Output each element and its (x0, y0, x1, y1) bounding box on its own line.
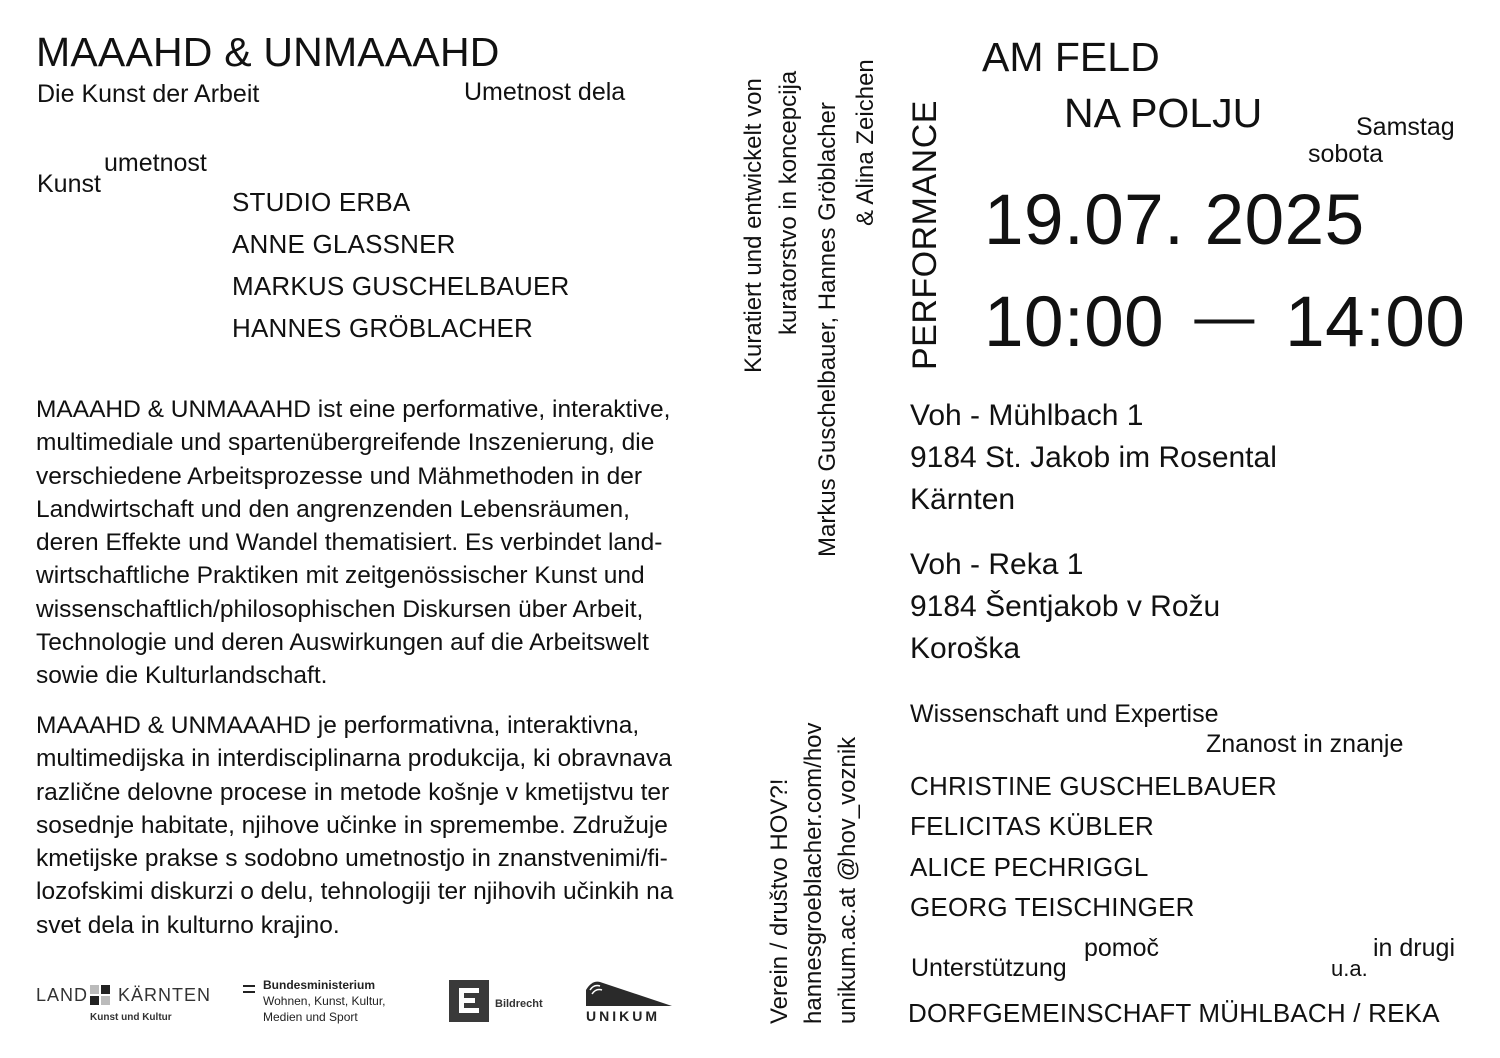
bundesministerium-logo (243, 977, 423, 1027)
location-2-region: Koroška (910, 632, 1021, 665)
event-title-de: AM FELD (982, 34, 1160, 80)
description-line: lozofskimi diskurzi o delu, tehnologiji ter njihovih učinkih na (36, 878, 674, 906)
artist-name: ANNE GLASSNER (232, 229, 456, 259)
performance-label: PERFORMANCE (906, 100, 944, 370)
description-line: MAAAHD & UNMAAAHD ist eine performative, interaktive, (36, 396, 671, 423)
association-website-link[interactable]: hannesgroeblacher.com/hov (800, 722, 827, 1024)
description-line: MAAAHD & UNMAAAHD je performativna, interaktivna, (36, 712, 640, 739)
land-logo-sub: Kunst und Kultur (90, 1012, 172, 1023)
land-logo-right: KÄRNTEN (118, 985, 212, 1005)
event-time (984, 282, 1465, 363)
bildrecht-label: Bildrecht (495, 998, 543, 1010)
support-in-drugi: in drugi (1373, 934, 1455, 962)
unikum-logo (584, 976, 680, 1024)
bm-line-2: Wohnen, Kunst, Kultur, (263, 994, 386, 1008)
artist-name: MARKUS GUSCHELBAUER (232, 271, 570, 301)
description-line: multimedijska in interdisciplinarna produkcija, ki obravnava (36, 745, 672, 773)
description-line: kmetijske prakse s sodobno umetnostjo in znanstvenimi/fi- (36, 845, 668, 873)
event-day-sl: sobota (1308, 140, 1384, 168)
event-time-start: 10:00 (984, 283, 1165, 362)
bm-line-1: Bundesministerium (263, 978, 376, 992)
austria-flag-icon (243, 980, 255, 998)
description-line: Technologie und deren Auswirkungen auf die Arbeitswelt (36, 629, 649, 657)
location-1-region: Kärnten (910, 483, 1016, 516)
event-date: 19.07. 2025 (984, 181, 1365, 260)
artist-name: STUDIO ERBA (232, 187, 411, 217)
support-label-de: Unterstützung (911, 954, 1067, 982)
association-links[interactable]: unikum.ac.at @hov_voznik (834, 736, 861, 1024)
expert-name: ALICE PECHRIGGL (910, 852, 1149, 882)
bildrecht-mark-icon (449, 980, 489, 1027)
curator-names: Markus Guschelbauer, Hannes Gröblacher (814, 102, 841, 557)
expertise-label-sl: Znanost in znanje (1206, 730, 1404, 758)
description-line: wirtschaftliche Praktiken mit zeitgenössischer Kunst und (36, 562, 645, 590)
artist-name: HANNES GRÖBLACHER (232, 313, 534, 343)
description-line: deren Effekte und Wandel thematisiert. Es verbindet land- (36, 529, 663, 557)
artists-label-de: Kunst (37, 170, 101, 198)
support-name: DORFGEMEINSCHAFT MÜHLBACH / REKA (908, 998, 1440, 1028)
land-logo-mark-icon (90, 985, 110, 1007)
bm-line-3: Medien und Sport (263, 1010, 358, 1024)
subtitle-de: Die Kunst der Arbeit (37, 80, 260, 108)
description-line: svet dela in kulturno krajino. (36, 911, 340, 939)
curator-names-2: & Alina Zeichen (852, 59, 879, 226)
location-1-city: 9184 St. Jakob im Rosental (910, 441, 1277, 474)
event-time-dash: — (1194, 283, 1255, 350)
location-2-city: 9184 Šentjakob v Rožu (910, 590, 1221, 623)
event-time-end: 14:00 (1285, 283, 1466, 362)
expert-name: FELICITAS KÜBLER (910, 811, 1155, 841)
unikum-label: UNIKUM (586, 1008, 660, 1024)
expert-name: GEORG TEISCHINGER (910, 892, 1195, 922)
association-name: Verein / društvo HOV?! (766, 778, 793, 1024)
expert-name: CHRISTINE GUSCHELBAUER (910, 771, 1278, 801)
event-day-de: Samstag (1356, 113, 1455, 141)
curator-line-de: Kuratiert und entwickelt von (740, 78, 767, 373)
event-title-sl: NA POLJU (1064, 90, 1263, 136)
curator-line-sl: kuratorstvo in koncepcija (775, 70, 802, 335)
artists-label-sl: umetnost (104, 149, 207, 177)
location-1-street: Voh - Mühlbach 1 (910, 399, 1144, 432)
description-line: wissenschaftlich/philosophischen Diskursen über Arbeit, (36, 595, 644, 623)
support-label-sl: pomoč (1084, 934, 1160, 962)
description-line: multimediale und spartenübergreifende Inszenierung, die (36, 429, 655, 457)
description-sl (36, 709, 766, 942)
support-ua: u.a. (1331, 956, 1368, 981)
land-kaernten-logo (36, 985, 212, 1027)
expertise-label-de: Wissenschaft und Expertise (910, 700, 1219, 728)
description-line: verschiedene Arbeitsprozesse und Mähmethoden in der (36, 462, 643, 490)
page-title: MAAAHD & UNMAAAHD (36, 29, 500, 75)
description-line: sosednje habitate, njihove učinke in spremembe. Združuje (36, 811, 668, 839)
description-de (36, 393, 766, 693)
land-logo-left: LAND (36, 985, 89, 1005)
location-2-street: Voh - Reka 1 (910, 548, 1084, 581)
description-line: Landwirtschaft und den angrenzenden Lebensräumen, (36, 495, 630, 523)
subtitle-sl: Umetnost dela (464, 78, 626, 106)
description-line: različne delovne procese in metode košnje v kmetijstvu ter (36, 778, 670, 806)
bildrecht-logo (449, 980, 559, 1022)
description-line: sowie die Kulturlandschaft. (36, 662, 328, 690)
